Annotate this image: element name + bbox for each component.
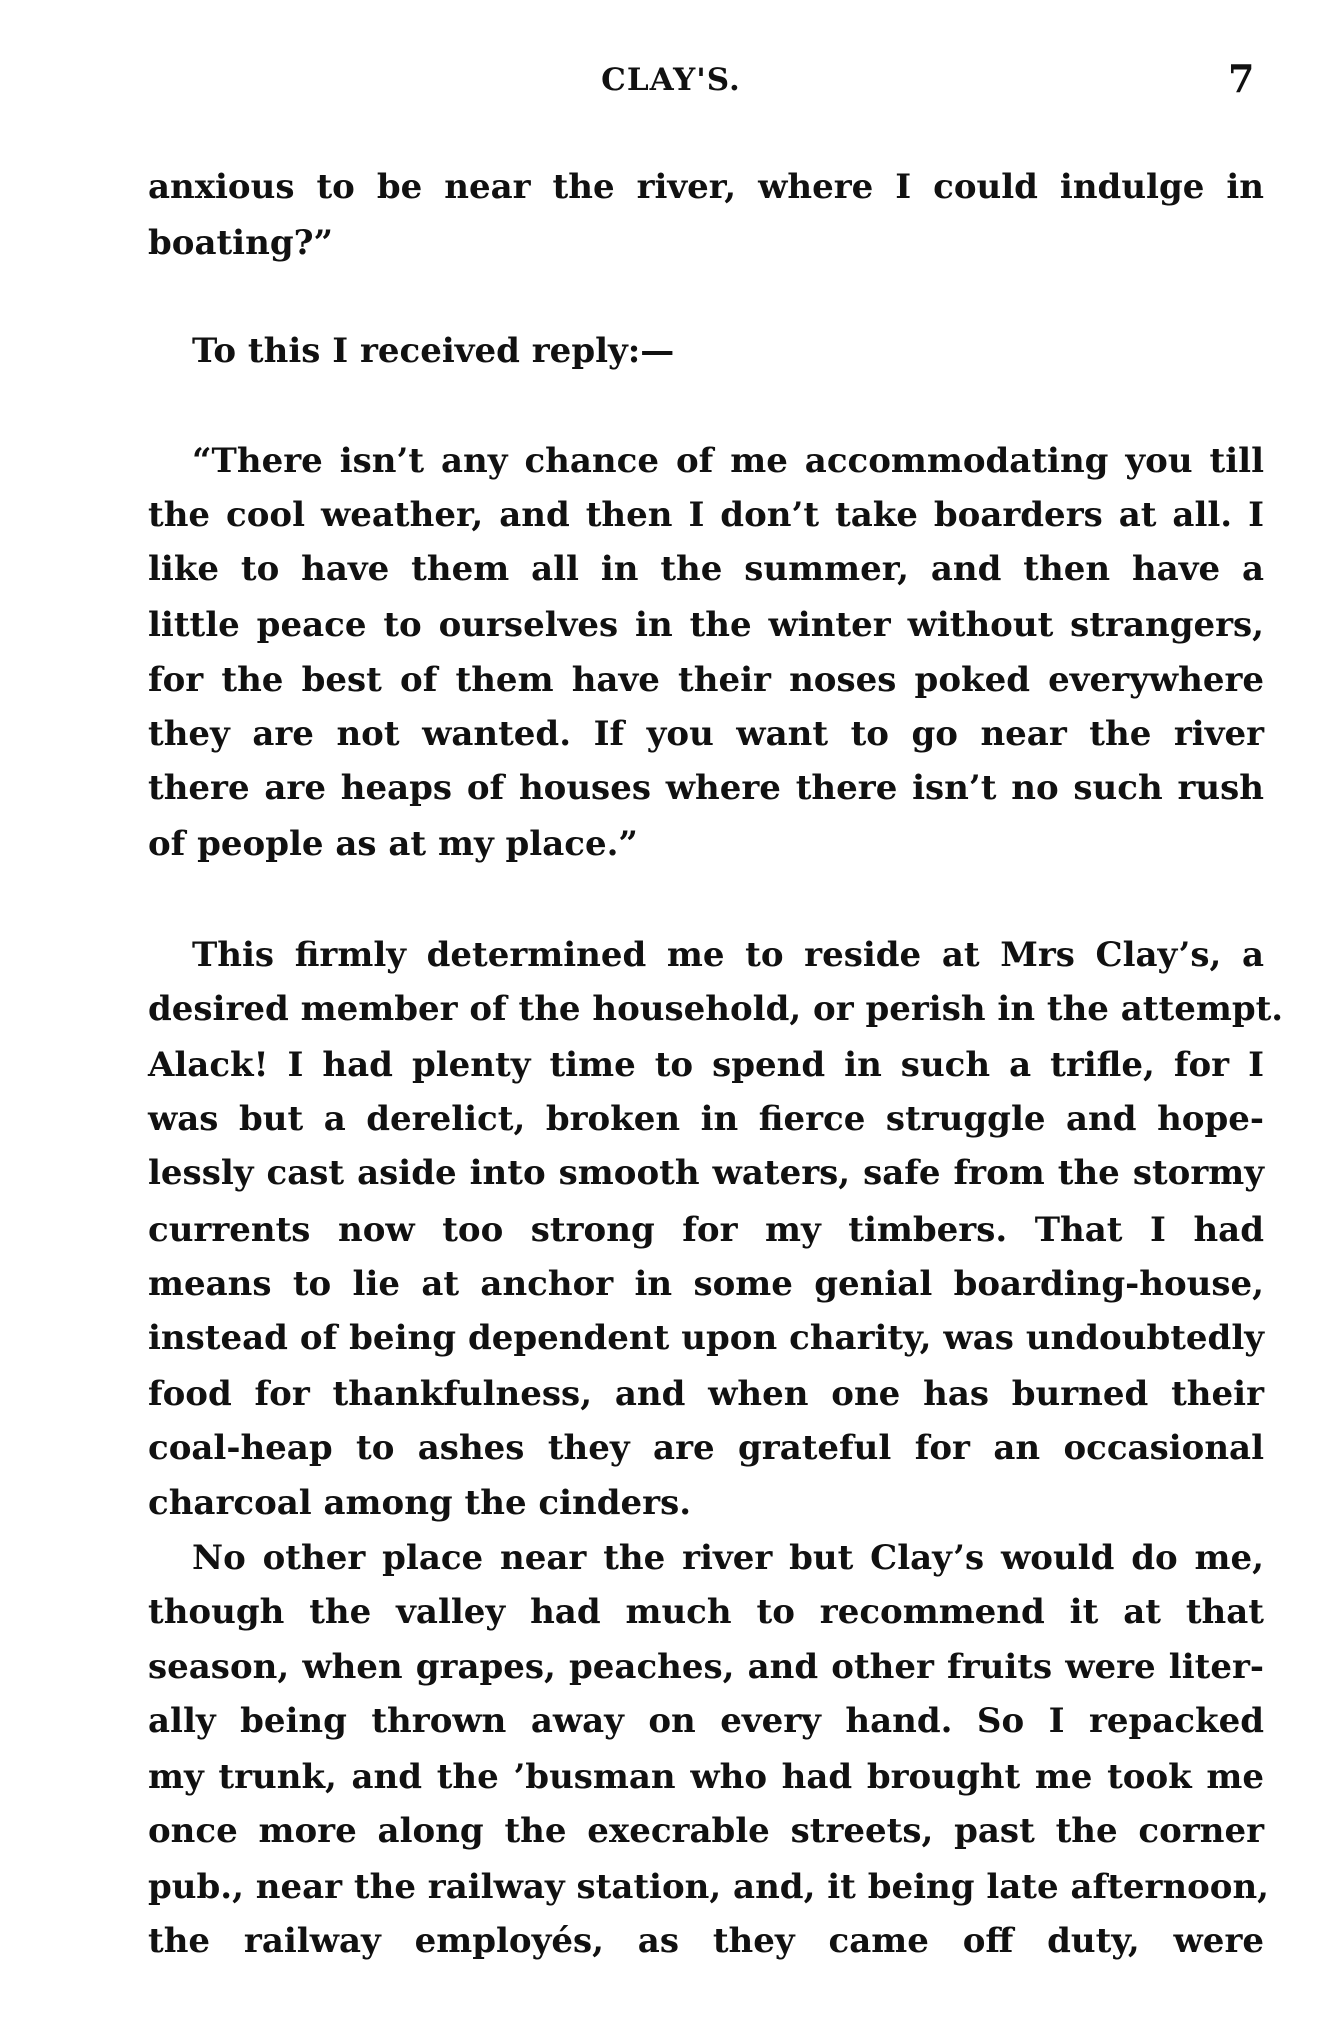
text-line: there are heaps of houses where there isn’t no such rush xyxy=(148,768,1264,808)
text-line: means to lie at anchor in some genial boarding-house, xyxy=(148,1264,1264,1304)
text-line: pub., near the railway station, and, it being late afternoon, xyxy=(148,1867,1270,1907)
text-line: though the valley had much to recommend it at that xyxy=(148,1592,1264,1632)
text-line: my trunk, and the ’busman who had brought me took me xyxy=(148,1757,1264,1797)
text-line: This firmly determined me to reside at Mrs Clay’s, a xyxy=(192,935,1264,975)
text-line: like to have them all in the summer, and then have a xyxy=(148,549,1264,589)
text-line: anxious to be near the river, where I could indulge in xyxy=(148,167,1264,207)
text-line: the railway employés, as they came off duty, were xyxy=(148,1921,1264,1961)
text-line: Alack! I had plenty time to spend in such a trifle, for I xyxy=(148,1045,1264,1085)
text-line: currents now too strong for my timbers. That I had xyxy=(148,1210,1264,1250)
text-line: To this I received reply:— xyxy=(192,331,675,371)
text-line: coal-heap to ashes they are grateful for an occasional xyxy=(148,1428,1264,1468)
text-line: little peace to ourselves in the winter without strangers, xyxy=(148,605,1264,645)
text-line: they are not wanted. If you want to go near the river xyxy=(148,714,1264,754)
text-line: lessly cast aside into smooth waters, safe from the stormy xyxy=(148,1153,1264,1193)
text-line: food for thankfulness, and when one has burned their xyxy=(148,1374,1264,1414)
text-line: desired member of the household, or perish in the attempt. xyxy=(148,989,1284,1029)
text-line: season, when grapes, peaches, and other fruits were liter- xyxy=(148,1647,1264,1687)
text-line: for the best of them have their noses poked everywhere xyxy=(148,660,1264,700)
text-line: No other place near the river but Clay’s would do me, xyxy=(192,1538,1264,1578)
text-line: instead of being dependent upon charity, was undoubtedly xyxy=(148,1318,1264,1358)
running-title: CLAY'S. xyxy=(601,62,741,98)
text-line: of people as at my place.” xyxy=(148,824,638,864)
text-line: once more along the execrable streets, past the corner xyxy=(148,1811,1264,1851)
text-line: the cool weather, and then I don’t take boarders at all. I xyxy=(148,495,1264,535)
text-line: charcoal among the cinders. xyxy=(148,1483,692,1523)
text-line: “There isn’t any chance of me accommodating you till xyxy=(192,441,1264,481)
text-line: ally being thrown away on every hand. So I repacked xyxy=(148,1701,1264,1741)
text-line: was but a derelict, broken in fierce struggle and hope- xyxy=(148,1099,1264,1139)
page-number: 7 xyxy=(1228,56,1256,101)
text-line: boating?” xyxy=(148,223,334,263)
